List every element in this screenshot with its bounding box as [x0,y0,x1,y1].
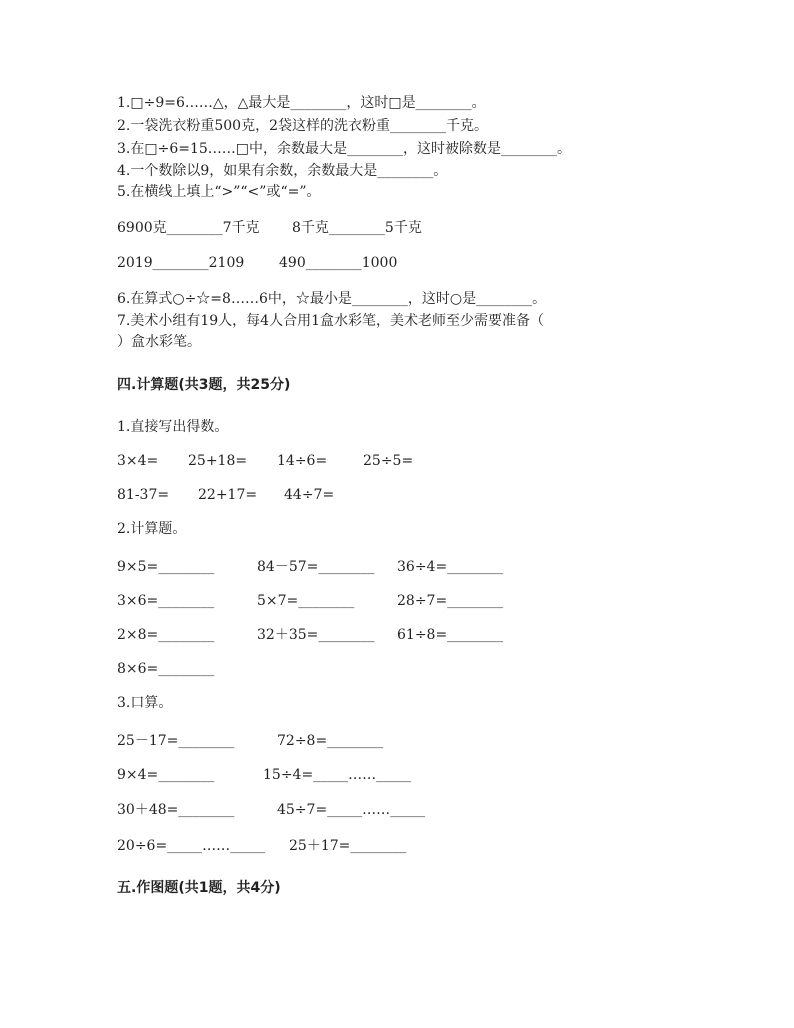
question-7-line-1: 7.美术小组有19人，每4人合用1盒水彩笔，美术老师至少需要准备（ [117,313,544,329]
calc-item: 84－57=________ [257,559,375,575]
calc-item: 72÷8=________ [277,733,384,749]
calc-item: 5×7=________ [257,593,355,609]
calc-item: 25－17=________ [117,733,235,749]
calc-item: 44÷7= [284,487,335,503]
calc-item: 20÷6=_____……_____ [117,838,266,854]
calc-item: 9×4=________ [117,767,215,783]
compare-item: 2019________2109 [117,255,245,271]
question-6: 6.在算式○÷☆=8……6中，☆最小是________，这时○是________。 [117,291,547,307]
section-4-heading: 四.计算题(共3题，共25分) [117,377,291,393]
calc-item: 25＋17=________ [289,838,407,854]
question-4: 4.一个数除以9，如果有余数，余数最大是________。 [117,163,448,179]
calc-item: 81-37= [117,487,170,503]
part-2-title: 2.计算题。 [117,521,187,537]
calc-item: 25+18= [188,453,248,469]
question-3: 3.在□÷6=15……□中，余数最大是________，这时被除数是________。 [117,141,571,157]
calc-item: 22+17= [198,487,258,503]
compare-item: 8千克________5千克 [292,220,422,236]
calc-item: 9×5=________ [117,559,215,575]
calc-item: 61÷8=________ [397,627,504,643]
part-1-title: 1.直接写出得数。 [117,419,229,435]
calc-item: 8×6=________ [117,661,215,677]
calc-item: 3×4= [117,453,159,469]
question-2: 2.一袋洗衣粉重500克，2袋这样的洗衣粉重________千克。 [117,118,488,134]
section-5-heading: 五.作图题(共1题，共4分) [117,880,281,896]
calc-item: 3×6=________ [117,593,215,609]
question-7-line-2: ）盒水彩笔。 [117,334,201,350]
part-3-title: 3.口算。 [117,695,173,711]
calc-item: 14÷6= [277,453,328,469]
calc-item: 28÷7=________ [397,593,504,609]
calc-item: 32＋35=________ [257,627,375,643]
calc-item: 15÷4=_____……_____ [263,767,412,783]
calc-item: 25÷5= [363,453,414,469]
calc-item: 2×8=________ [117,627,215,643]
question-1: 1.□÷9=6……△，△最大是________，这时□是________。 [117,95,486,111]
compare-item: 490________1000 [279,255,398,271]
question-5: 5.在横线上填上“>”“<”或“=”。 [117,184,321,200]
compare-item: 6900克________7千克 [117,220,260,236]
calc-item: 45÷7=_____……_____ [277,802,426,818]
calc-item: 36÷4=________ [397,559,504,575]
calc-item: 30＋48=________ [117,802,235,818]
